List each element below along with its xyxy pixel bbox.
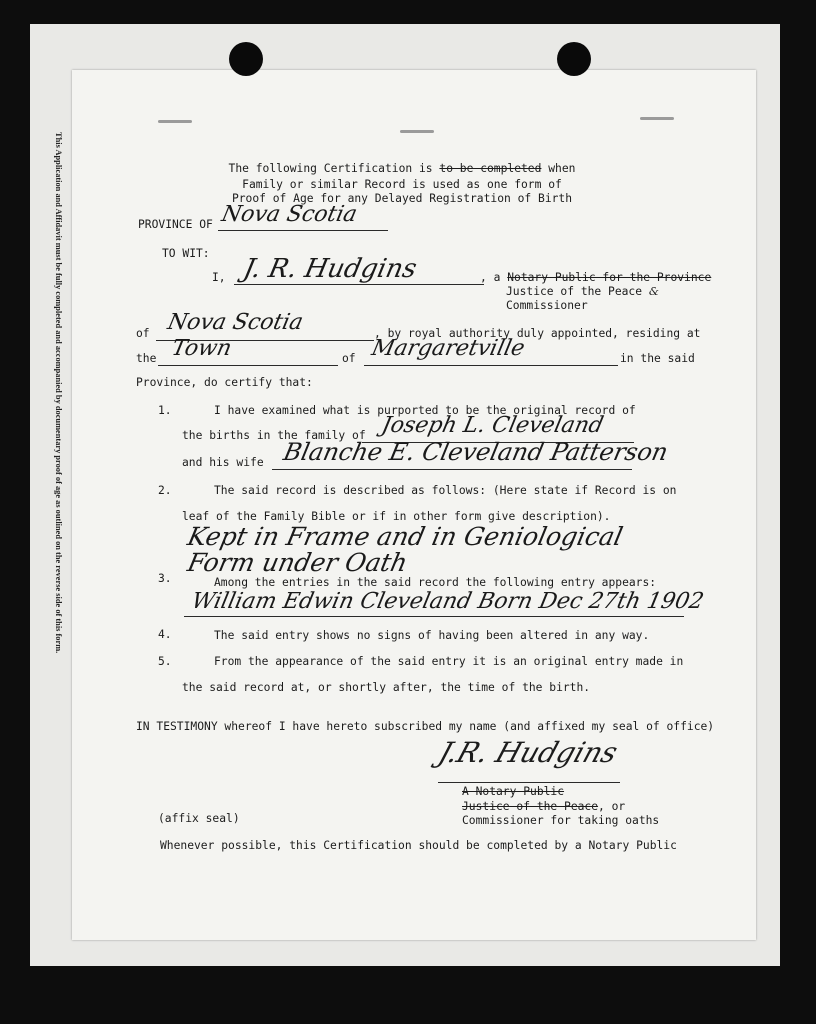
item-1-wife-label: and his wife [182, 456, 264, 469]
punch-hole [229, 42, 263, 76]
place-value: Margaretville [369, 336, 527, 361]
wife-underline [272, 469, 632, 470]
item-2-text-b: leaf of the Family Bible or if in other form give description). [182, 510, 611, 523]
item-1-family-label: the births in the family of [182, 429, 366, 442]
side-note: This Application and Affidavit must be fully completed and accompanied by documentary proof of age as outlined on the reverse side of this form. [54, 132, 63, 654]
the-underline [158, 365, 338, 366]
signature-underline [438, 782, 620, 783]
testimony-text: IN TESTIMONY whereof I have hereto subscribed my name (and affixed my seal of office) [136, 720, 715, 733]
item-4-text: The said entry shows no signs of having been altered in any way. [214, 629, 650, 642]
name-value: J. R. Hudgins [240, 254, 420, 284]
entry-underline [184, 616, 684, 617]
item-4-number: 4. [158, 628, 172, 641]
description-line-1: Kept in Frame and in Geniological [184, 522, 626, 551]
certification-page [72, 70, 756, 940]
place-underline [364, 365, 618, 366]
header-line-1: The following Certification is to be completed when [228, 162, 576, 175]
of-value: Nova Scotia [165, 310, 306, 335]
signature-line-3: Commissioner for taking oaths [462, 814, 660, 827]
of2-label: of [342, 352, 356, 365]
item-1-text: I have examined what is purported to be the original record of [214, 404, 636, 417]
office-line-3: Commissioner [506, 299, 588, 312]
item-3-text: Among the entries in the said record the following entry appears: [214, 576, 657, 589]
signature-struck-2: Justice of the Peace, or [462, 800, 626, 813]
footer-note: Whenever possible, this Certification should be completed by a Notary Public [160, 839, 677, 852]
header-line-2: Family or similar Record is used as one form of [242, 178, 562, 191]
office-text: , a Notary Public for the Province [480, 271, 712, 284]
province-label: PROVINCE OF [138, 218, 213, 231]
punch-hole [557, 42, 591, 76]
signature-struck-1: A Notary Public [462, 785, 565, 798]
i-label: I, [212, 271, 226, 284]
item-3-number: 3. [158, 572, 172, 585]
item-1-number: 1. [158, 404, 172, 417]
item-5-number: 5. [158, 655, 172, 668]
wife-value: Blanche E. Cleveland Patterson [281, 438, 671, 466]
province-certify: Province, do certify that: [136, 376, 313, 389]
province-value: Nova Scotia [219, 202, 360, 227]
entry-value: William Edwin Cleveland Born Dec 27th 1902 [189, 589, 706, 614]
signature: J.R. Hudgins [434, 736, 622, 769]
province-underline [218, 230, 388, 231]
staple-mark [158, 120, 192, 123]
of-label: of [136, 327, 150, 340]
item-2-number: 2. [158, 484, 172, 497]
header-line-3: Proof of Age for any Delayed Registration of Birth [231, 192, 573, 205]
the-label: the [136, 352, 157, 365]
the-value: Town [169, 336, 234, 361]
staple-mark [400, 130, 434, 133]
description-line-2: Form under Oath [184, 548, 411, 577]
item-5-text-b: the said record at, or shortly after, the time of the birth. [182, 681, 591, 694]
name-underline [234, 284, 484, 285]
item-2-text: The said record is described as follows: (Here state if Record is on [214, 484, 677, 497]
to-wit-label: TO WIT: [162, 247, 210, 260]
family-value: Joseph L. Cleveland [379, 413, 606, 438]
staple-mark [640, 117, 674, 120]
appointed-text: , by royal authority duly appointed, residing at [374, 327, 701, 340]
in-said-text: in the said [620, 352, 695, 365]
office-line-2: Justice of the Peace & [506, 285, 659, 298]
affix-seal-label: (affix seal) [158, 812, 240, 825]
item-5-text: From the appearance of the said entry it is an original entry made in [214, 655, 684, 668]
